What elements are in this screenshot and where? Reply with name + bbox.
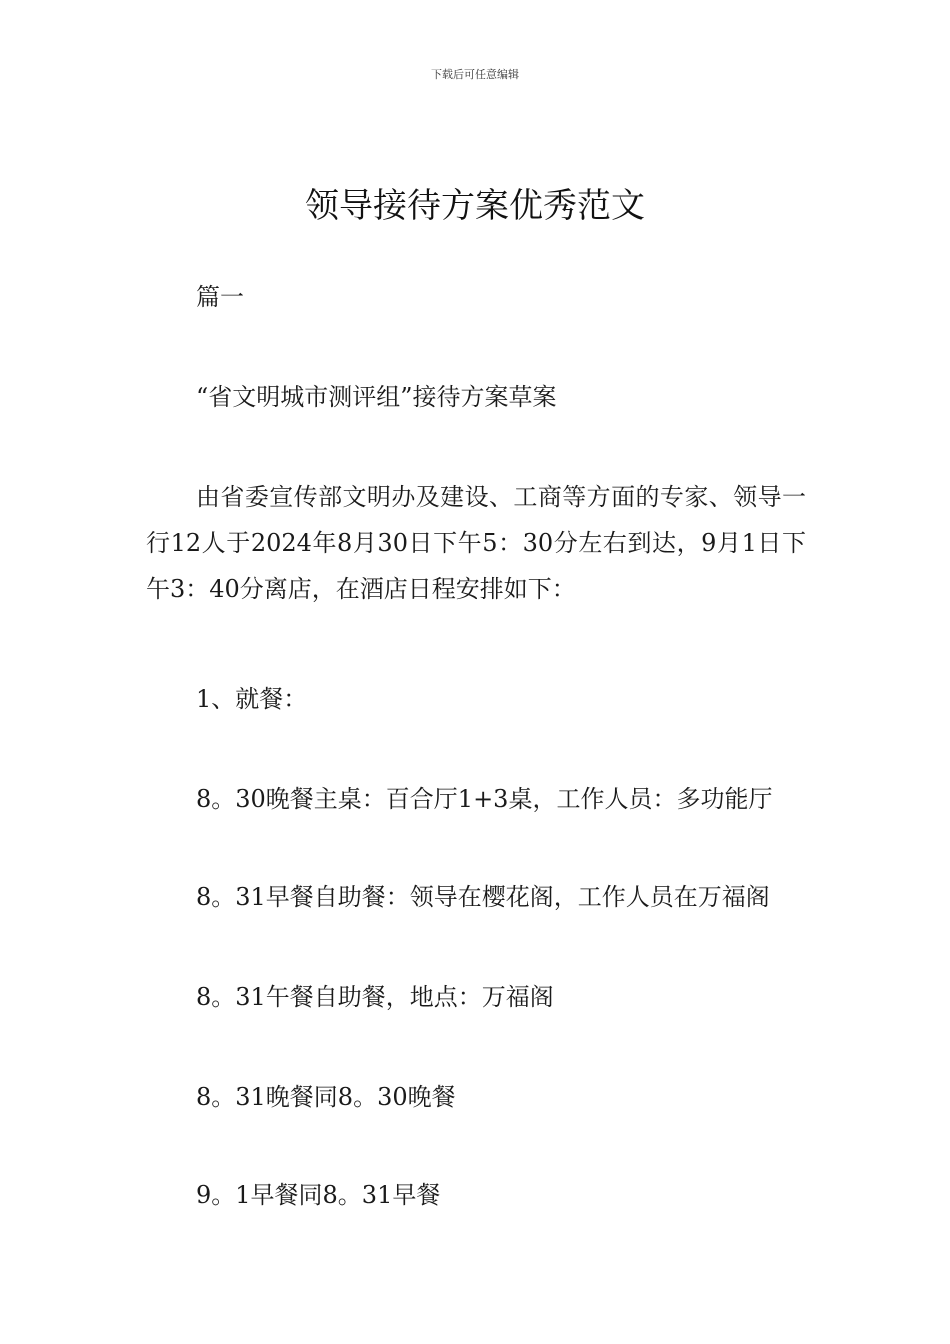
header-note: 下载后可任意编辑 xyxy=(431,68,519,81)
meal-line: 8。31早餐自助餐：领导在樱花阁，工作人员在万福阁 xyxy=(196,883,770,911)
meal-line: 8。30晚餐主桌：百合厅1+3桌，工作人员：多功能厅 xyxy=(196,785,773,813)
item-heading-meals: 1、就餐： xyxy=(196,685,308,713)
document-title: 领导接待方案优秀范文 xyxy=(305,186,645,226)
meal-line: 8。31晚餐同8。30晚餐 xyxy=(196,1083,456,1111)
intro-paragraph: 由省委宣传部文明办及建设、工商等方面的专家、领导一行12人于2024年8月30日下午5：30分左右到达，9月1日下午3：40分离店，在酒店日程安排如下： xyxy=(146,483,806,603)
section-label: 篇一 xyxy=(196,283,244,311)
document-subtitle: “省文明城市测评组”接待方案草案 xyxy=(196,383,557,411)
meal-line: 8。31午餐自助餐，地点：万福阁 xyxy=(196,983,554,1011)
meal-line: 9。1早餐同8。31早餐 xyxy=(196,1181,441,1209)
